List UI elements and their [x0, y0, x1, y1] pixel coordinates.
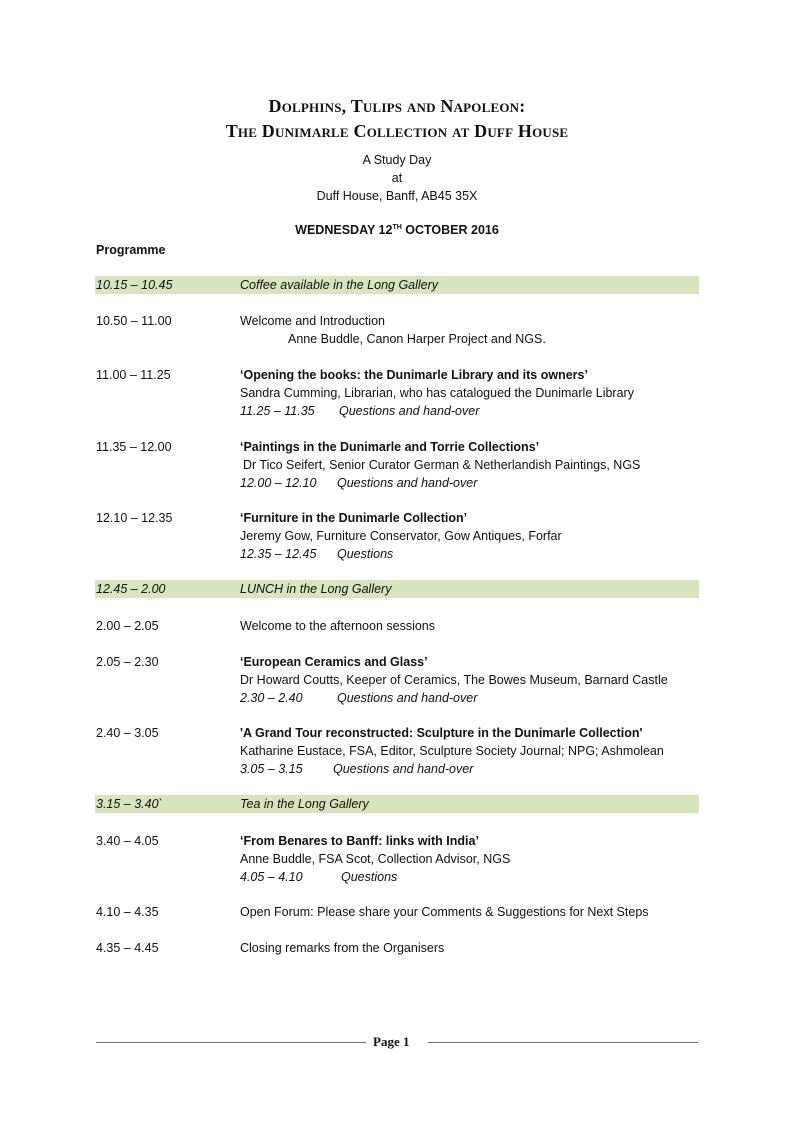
- speaker: Dr Howard Coutts, Keeper of Ceramics, The Bowes Museum, Barnard Castle: [240, 673, 668, 687]
- venue: Duff House, Banff, AB45 35X: [316, 189, 478, 203]
- speaker: Dr Tico Seifert, Senior Curator German & Netherlandish Paintings, NGS: [243, 458, 641, 472]
- footer-rule-right: [428, 1042, 698, 1043]
- session-title: 'A Grand Tour reconstructed: Sculpture in the Dunimarle Collection': [240, 726, 643, 740]
- page-number: Page 1: [373, 1034, 410, 1049]
- session-title: ‘Opening the books: the Dunimarle Library and its owners’: [240, 368, 588, 382]
- subtitle-at: at: [391, 171, 403, 185]
- question-label: Questions and hand-over: [333, 762, 474, 776]
- time: 4.10 – 4.35: [96, 905, 159, 919]
- break-row: [95, 580, 699, 598]
- time: 2.05 – 2.30: [96, 655, 159, 669]
- session-title: ‘Paintings in the Dunimarle and Torrie Collections’: [240, 440, 540, 454]
- session-title: Closing remarks from the Organisers: [240, 941, 445, 955]
- description: Coffee available in the Long Gallery: [240, 278, 439, 292]
- title-line-1: Dolphins, Tulips and Napoleon:: [268, 96, 526, 116]
- footer-rule-left: [96, 1042, 366, 1043]
- question-label: Questions: [341, 870, 398, 884]
- question-time: 3.05 – 3.15: [240, 762, 303, 776]
- question-time: 12.00 – 12.10: [240, 476, 317, 490]
- session-title: ‘From Benares to Banff: links with India’: [240, 834, 479, 848]
- session-title: Open Forum: Please share your Comments & Suggestions for Next Steps: [240, 905, 649, 919]
- break-row: [95, 276, 699, 294]
- speaker: Jeremy Gow, Furniture Conservator, Gow Antiques, Forfar: [240, 529, 562, 543]
- session-title: ‘European Ceramics and Glass’: [240, 655, 428, 669]
- question-label: Questions and hand-over: [337, 476, 478, 490]
- event-date: WEDNESDAY 12TH OCTOBER 2016: [295, 223, 499, 237]
- question-time: 11.25 – 11.35: [240, 404, 315, 418]
- break-row: [95, 795, 699, 813]
- speaker: Anne Buddle, Canon Harper Project and NGS.: [288, 332, 546, 346]
- time: 12.10 – 12.35: [96, 511, 173, 525]
- question-label: Questions and hand-over: [339, 404, 480, 418]
- question-time: 4.05 – 4.10: [240, 870, 303, 884]
- description: LUNCH in the Long Gallery: [240, 582, 392, 596]
- time: 12.45 – 2.00: [96, 582, 166, 596]
- time: 11.00 – 11.25: [96, 368, 171, 382]
- time: 3.40 – 4.05: [96, 834, 159, 848]
- time: 10.15 – 10.45: [96, 278, 173, 292]
- time: 3.15 – 3.40`: [96, 797, 163, 811]
- time: 10.50 – 11.00: [96, 314, 172, 328]
- time: 4.35 – 4.45: [96, 941, 159, 955]
- question-time: 2.30 – 2.40: [240, 691, 303, 705]
- time: 11.35 – 12.00: [96, 440, 172, 454]
- speaker: Sandra Cumming, Librarian, who has catalogued the Dunimarle Library: [240, 386, 634, 400]
- session-title: Welcome to the afternoon sessions: [240, 619, 436, 633]
- time: 2.40 – 3.05: [96, 726, 159, 740]
- title-line-2: The Dunimarle Collection at Duff House: [225, 121, 569, 141]
- speaker: Katharine Eustace, FSA, Editor, Sculpture Society Journal; NPG; Ashmolean: [240, 744, 664, 758]
- time: 2.00 – 2.05: [96, 619, 159, 633]
- session-title: Welcome and Introduction: [240, 314, 385, 328]
- description: Tea in the Long Gallery: [240, 797, 369, 811]
- session-title: ‘Furniture in the Dunimarle Collection’: [240, 511, 468, 525]
- question-label: Questions and hand-over: [337, 691, 478, 705]
- speaker: Anne Buddle, FSA Scot, Collection Advisor, NGS: [240, 852, 511, 866]
- subtitle: A Study Day: [362, 153, 432, 167]
- question-label: Questions: [337, 547, 394, 561]
- programme-heading: Programme: [96, 243, 166, 257]
- question-time: 12.35 – 12.45: [240, 547, 317, 561]
